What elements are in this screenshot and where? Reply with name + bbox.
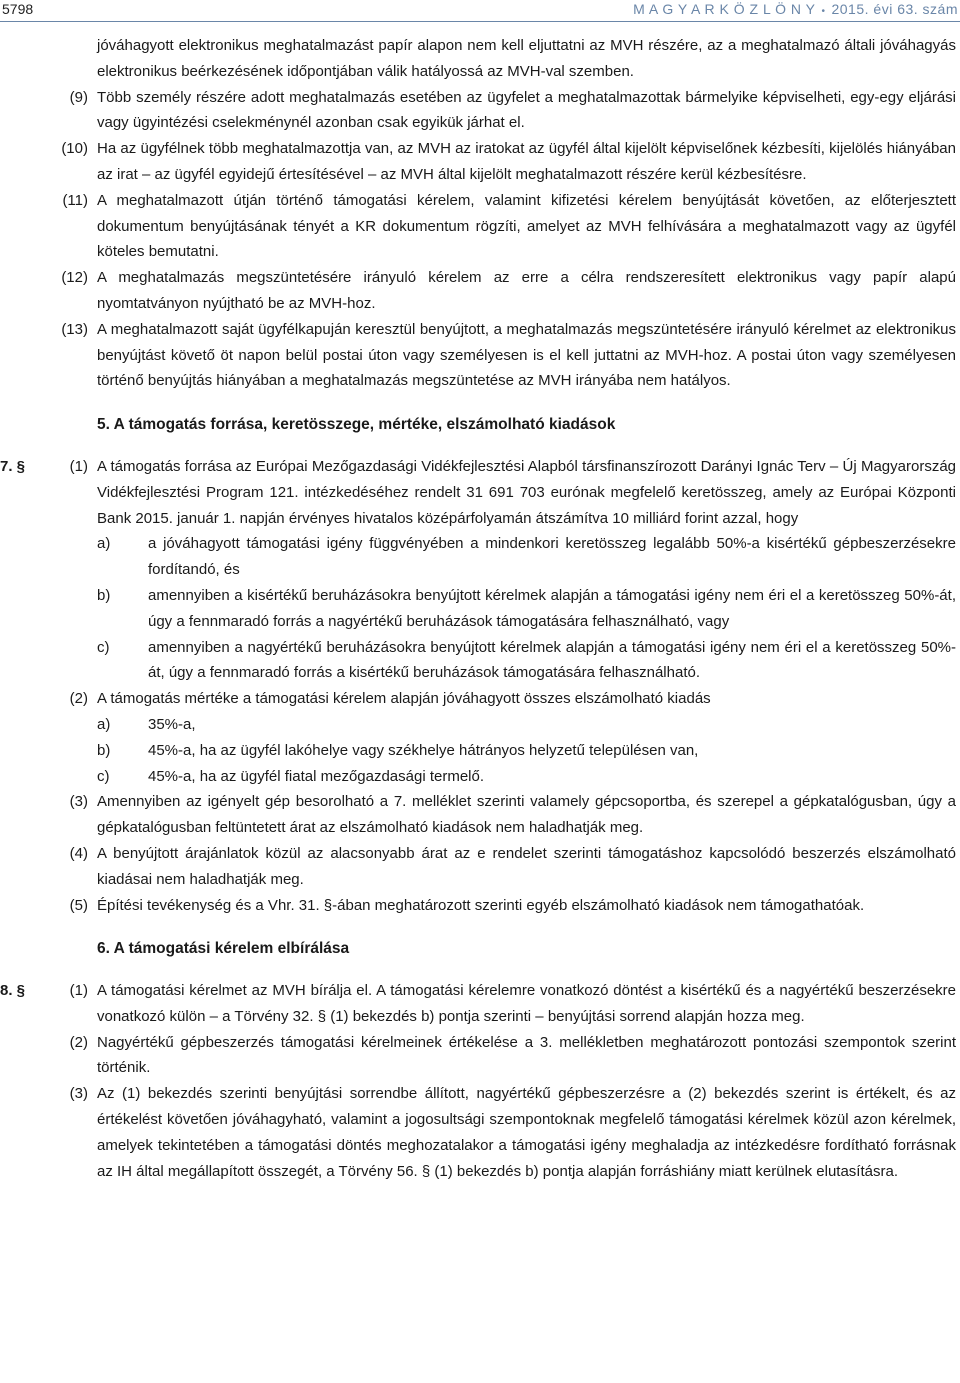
list-item-text: amennyiben a nagyértékű beruházásokra benyújtott kérelmek alapján a támogatási igény nem éri el a keretösszeg 50%-át, úgy a fennmaradó forrás a kisértékű beruházások támogatására felhasználható. bbox=[148, 638, 956, 682]
paragraph bbox=[0, 1030, 960, 1082]
paragraph bbox=[0, 188, 960, 265]
journal-name: M A G Y A R K Ö Z L Ö N Y bbox=[633, 1, 816, 17]
paragraph-text: A meghatalmazott útján történő támogatási kérelem, valamint kifizetési kérelem benyújtását követően, az előterjesztett dokumentum benyújtásának tényét a KR dokumentum rögzíti, amelyet az MVH felhívására a meghatalmazott vagy az ügyfél köteles bemutatni. bbox=[97, 191, 956, 261]
paragraph-text: Nagyértékű gépbeszerzés támogatási kérelmeinek értékelése a 3. mellékletben meghatározott pontozási szempontok szerint történik. bbox=[97, 1033, 956, 1077]
section-label: 7. § bbox=[0, 457, 26, 475]
list-item bbox=[0, 635, 960, 687]
header-bullet: • bbox=[821, 6, 826, 17]
paragraph-number: (3) bbox=[69, 1085, 88, 1103]
list-item-text: 35%-a, bbox=[148, 715, 196, 733]
paragraph-text: Amennyiben az igényelt gép besorolható a 7. melléklet szerinti valamely gépcsoportba, és szerepel a gépkatalógusban, úgy a gépkatalógusban feltüntetett árat az elszámolható kiadások nem haladhatják meg. bbox=[97, 793, 956, 837]
list-item-text: 45%-a, ha az ügyfél fiatal mezőgazdasági termelő. bbox=[148, 767, 485, 785]
page-header bbox=[0, 0, 960, 22]
paragraph bbox=[0, 317, 960, 394]
list-item-text: a jóváhagyott támogatási igény függvényében a mindenkori keretösszeg legalább 50%-a kisértékű gépbeszerzésekre fordítandó, és bbox=[148, 535, 956, 579]
paragraph-number: (13) bbox=[61, 320, 88, 338]
paragraph bbox=[0, 265, 960, 317]
list-item bbox=[0, 583, 960, 635]
paragraph-text: A meghatalmazás megszüntetésére irányuló kérelem az erre a célra rendszeresített elektronikus vagy papír alapú nyomtatványon nyújtható be az MVH-hoz. bbox=[97, 269, 956, 312]
paragraph-text: jóváhagyott elektronikus meghatalmazást papír alapon nem kell eljuttatni az MVH részére, az a meghatalmazó általi jóváhagyás elektronikus beérkezésének időpontjában válik hatályossá az MVH-val szemben. bbox=[97, 37, 956, 80]
paragraph-number: (9) bbox=[69, 88, 88, 106]
journal-title bbox=[633, 1, 958, 17]
document-body bbox=[0, 33, 960, 1184]
list-item-label: a) bbox=[97, 715, 111, 733]
paragraph-number: (2) bbox=[69, 1033, 88, 1051]
list-item bbox=[0, 764, 960, 790]
list-item-label: c) bbox=[97, 638, 110, 656]
intro-paragraph bbox=[0, 33, 960, 85]
paragraph-text: A benyújtott árajánlatok közül az alacsonyabb árat az e rendelet szerinti támogatáshoz kapcsolódó beszerzés elszámolható kiadásai nem haladhatják meg. bbox=[97, 844, 956, 888]
paragraph bbox=[0, 893, 960, 919]
paragraph-text: A támogatás forrása az Európai Mezőgazdasági Vidékfejlesztési Alapból társfinanszírozott Darányi Ignác Terv – Új Magyarország Vidékfejlesztési Program 121. intézkedéséhez rendelt 31 691 703 eurónak megfelelő keretösszeg, amely az Európai Központi Bank 2015. január 1. napján érvényes hivatalos középárfolyamán átszámítva 10 milliárd forint azzal, hogy bbox=[97, 457, 956, 527]
paragraph-number: (10) bbox=[61, 140, 88, 158]
paragraph-number: (12) bbox=[61, 269, 88, 287]
paragraph-text: A támogatási kérelmet az MVH bírálja el. A támogatási kérelemre vonatkozó döntést a kisértékű és a nagyértékű beszerzésekre vonatkozó külön – a Törvény 32. § (1) bekezdés b) pontja szerinti – benyújtási sorrend alapján hozza meg. bbox=[97, 982, 956, 1025]
paragraph-text: Építési tevékenység és a Vhr. 31. §-ában meghatározott szerinti egyéb elszámolható kiadások nem támogathatóak. bbox=[97, 896, 865, 914]
paragraph-number: (4) bbox=[69, 844, 88, 862]
header-rule bbox=[0, 21, 960, 22]
list-item-label: c) bbox=[97, 767, 110, 785]
section-heading: 6. A támogatási kérelem elbírálása bbox=[97, 940, 350, 958]
paragraph-number: (5) bbox=[69, 896, 88, 914]
paragraph-text: A meghatalmazott saját ügyfélkapuján keresztül benyújtott, a meghatalmazás megszüntetésére irányuló kérelmet az elektronikus benyújtást követő öt napon belül postai úton vagy személyesen is el kell juttatni az MVH-hoz. A postai úton vagy személyesen történő benyújtás hiányában a meghatalmazás megszüntetése az MVH irányába nem hatályos. bbox=[97, 320, 956, 390]
paragraph-text: Ha az ügyfélnek több meghatalmazottja van, az MVH az iratokat az ügyfél által kijelölt képviselőnek kézbesíti, kijelölés hiányában az irat – az ügyfél egyidejű értesítésével – az MVH által kijelölt meghatalmazott részére kerül kézbesítésre. bbox=[97, 140, 956, 183]
list-item-text: amennyiben a kisértékű beruházásokra benyújtott kérelmek alapján a támogatási igény nem éri el a keretösszeg 50%-át, úgy a fennmaradó forrás a nagyértékű beruházások támogatására felhasználható, vagy bbox=[148, 586, 956, 630]
list-item-label: b) bbox=[97, 741, 111, 759]
paragraph bbox=[0, 1081, 960, 1184]
paragraph-text: A támogatás mértéke a támogatási kérelem alapján jóváhagyott összes elszámolható kiadás bbox=[97, 690, 711, 708]
paragraph bbox=[0, 841, 960, 893]
list-item-text: 45%-a, ha az ügyfél lakóhelye vagy székhelye hátrányos helyzetű településen van, bbox=[148, 741, 699, 759]
paragraph-number: (11) bbox=[62, 191, 88, 209]
issue-number: 2015. évi 63. szám bbox=[831, 1, 958, 17]
paragraph-text: Több személy részére adott meghatalmazás esetében az ügyfelet a meghatalmazottak bármelyike képviselheti, egy-egy eljárási vagy ügyintézési cselekménynél azonban csak egyikük járhat el. bbox=[97, 88, 956, 132]
paragraph-text: Az (1) bekezdés szerinti benyújtási sorrendbe állított, nagyértékű gépbeszerzésre a (2) bekezdés szerint is értékelt, és az értékelést követően jóváhagyható, valamint a jogosultsági szempontoknak megfelelő támogatási kérelmek közül azon kérelmek, amelyek tekintetében a támogatási döntés meghozatalakor a támogatási igény meghaladja az intézkedésre fordítható forrásnak az IH által megállapított összegét, a Törvény 56. § (1) bekezdés b) pontja alapján forráshiány miatt kerülnek elutasításra. bbox=[97, 1085, 956, 1180]
paragraph bbox=[0, 136, 960, 188]
paragraph-number: (1) bbox=[69, 982, 88, 1000]
paragraph bbox=[0, 978, 960, 1030]
list-item bbox=[0, 738, 960, 764]
list-item-label: b) bbox=[97, 586, 111, 604]
list-item-label: a) bbox=[97, 535, 111, 553]
page-number: 5798 bbox=[2, 1, 34, 17]
list-item bbox=[0, 712, 960, 738]
paragraph bbox=[0, 686, 960, 712]
paragraph bbox=[0, 789, 960, 841]
paragraph bbox=[0, 454, 960, 531]
list-item bbox=[0, 531, 960, 583]
section-label: 8. § bbox=[0, 982, 26, 1000]
section-heading: 5. A támogatás forrása, keretösszege, mértéke, elszámolható kiadások bbox=[97, 416, 616, 434]
paragraph bbox=[0, 85, 960, 137]
paragraph-number: (2) bbox=[69, 690, 88, 708]
paragraph-number: (3) bbox=[69, 793, 88, 811]
paragraph-number: (1) bbox=[69, 457, 88, 475]
